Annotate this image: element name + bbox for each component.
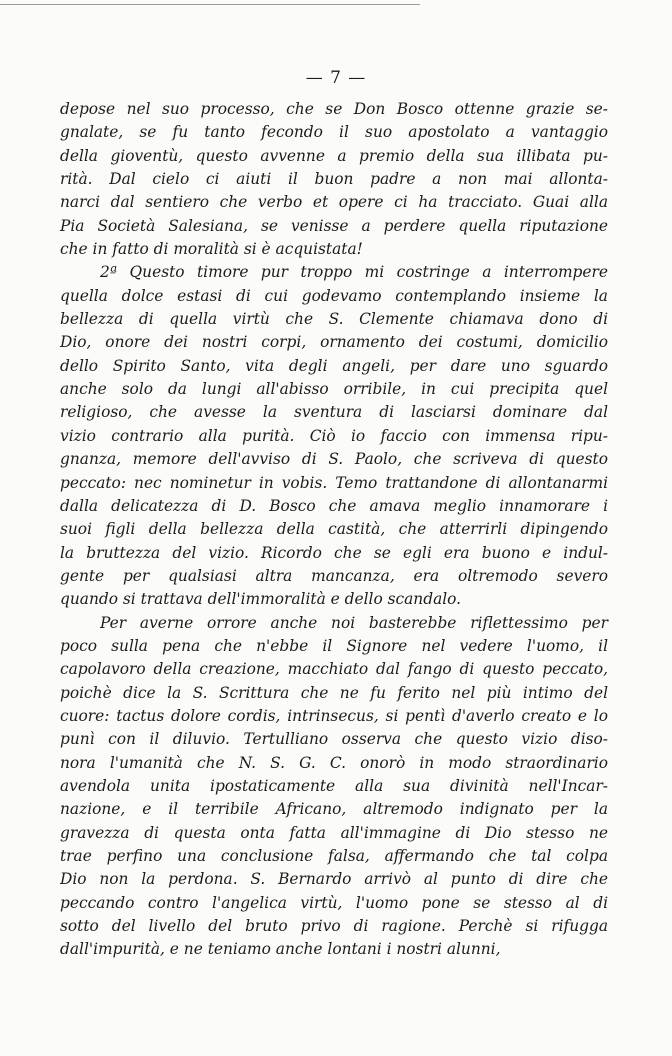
text-line: cuore: tactus dolore cordis, intrinsecus, si pentì d'averlo creato e lo [60, 706, 608, 725]
text-line: anche solo da lungi all'abisso orribile, in cui precipita quel [60, 380, 608, 399]
text-line: depose nel suo processo, che se Don Bosco ottenne grazie se- [60, 100, 608, 118]
text-line: che in fatto di moralità si è acquistata! [60, 240, 363, 259]
paragraph-1 [60, 98, 608, 261]
text-line: gnanza, memore dell'avviso di S. Paolo, che scriveva di questo [60, 450, 608, 469]
text-line: Per averne orrore anche noi basterebbe riflettessimo per [100, 613, 608, 632]
text-line: nazione, e il terribile Africano, altremodo indignato per la [60, 800, 608, 819]
text-line: poichè dice la S. Scrittura che ne fu ferito nel più intimo del [60, 683, 608, 702]
text-line: capolavoro della creazione, macchiato dal fango di questo peccato, [60, 660, 608, 679]
text-line: religioso, che avesse la sventura di lasciarsi dominare dal [60, 403, 608, 422]
text-line: nora l'umanità che N. S. G. C. onorò in modo straordinario [60, 753, 608, 772]
text-line: peccando contro l'angelica virtù, l'uomo pone se stesso al di [60, 893, 608, 912]
text-line: la bruttezza del vizio. Ricordo che se egli era buono e indul- [60, 543, 608, 562]
text-line: vizio contrario alla purità. Ciò io faccio con immensa ripu- [60, 426, 608, 445]
text-line: sotto del livello del bruto privo di ragione. Perchè si rifugga [60, 917, 608, 936]
text-line: dall'impurità, e ne teniamo anche lontani i nostri alunni, [60, 940, 501, 959]
text-line: gente per qualsiasi altra mancanza, era oltremodo severo [60, 566, 608, 585]
text-line: quella dolce estasi di cui godevamo contemplando insieme la [60, 286, 608, 305]
text-line: della gioventù, questo avvenne a premio della sua illibata pu- [60, 146, 608, 165]
text-line: narci dal sentiero che verbo et opere ci ha tracciato. Guai alla [60, 193, 608, 212]
text-line: avendola unita ipostaticamente alla sua divinità nell'Incar- [60, 776, 608, 795]
paragraph-3 [60, 612, 608, 962]
text-line: Pia Società Salesiana, se venisse a perdere quella riputazione [60, 216, 608, 235]
text-line: peccato: nec nominetur in vobis. Temo trattandone di allontanarmi [60, 473, 608, 492]
text-line: punì con il diluvio. Tertulliano osserva che questo vizio diso- [60, 730, 608, 749]
text-line: trae perfino una conclusione falsa, affermando che tal colpa [60, 847, 608, 865]
body-text [60, 98, 608, 962]
paragraph-2 [60, 261, 608, 611]
text-line: gravezza di questa onta fatta all'immagine di Dio stesso ne [60, 823, 608, 842]
text-line: 2ª Questo timore pur troppo mi costringe a interrompere [100, 263, 608, 282]
text-line: suoi figli della bellezza della castità, che atterrirli dipingendo [60, 520, 608, 539]
text-line: quando si trattava dell'immoralità e dello scandalo. [60, 590, 462, 609]
text-line: Dio non la perdona. S. Bernardo arrivò al punto di dire che [60, 870, 608, 889]
text-line: poco sulla pena che n'ebbe il Signore nel vedere l'uomo, il [60, 636, 608, 655]
text-line: dalla delicatezza di D. Bosco che amava meglio innamorare i [60, 496, 608, 515]
page-number: — 7 — [305, 68, 367, 88]
top-rule [0, 4, 420, 5]
text-line: bellezza di quella virtù che S. Clemente chiamava dono di [60, 310, 608, 329]
text-line: Dio, onore dei nostri corpi, ornamento dei costumi, domicilio [60, 333, 608, 352]
text-line: dello Spirito Santo, vita degli angeli, per dare uno sguardo [60, 356, 608, 375]
text-line: gnalate, se fu tanto fecondo il suo apostolato a vantaggio [60, 123, 608, 142]
text-line: rità. Dal cielo ci aiuti il buon padre a non mai allonta- [60, 170, 608, 189]
